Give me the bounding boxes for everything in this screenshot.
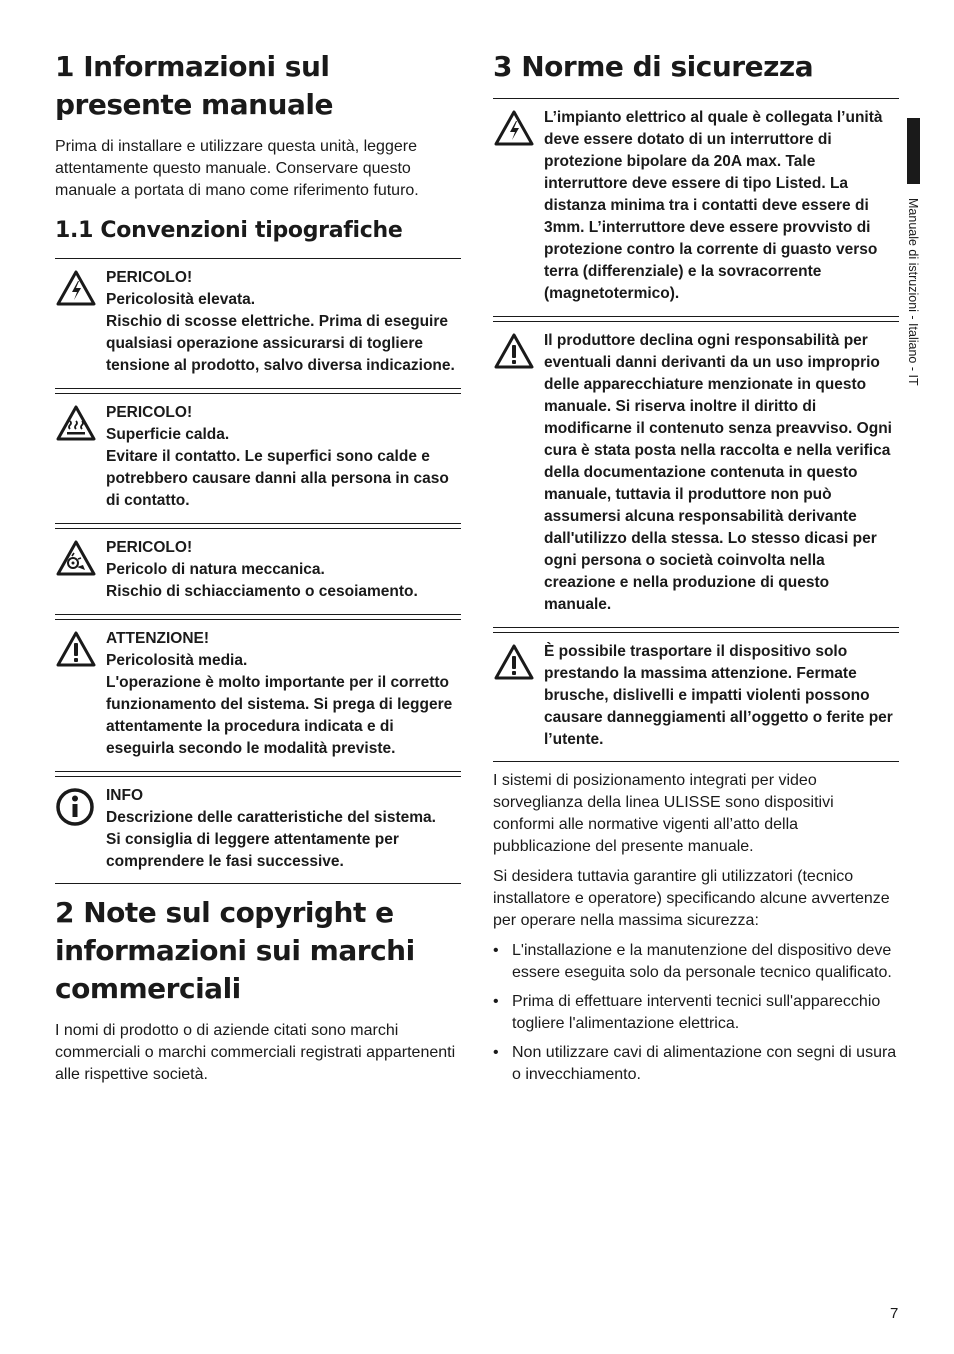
section-3-heading: 3 Norme di sicurezza — [493, 50, 814, 83]
notice-text — [106, 402, 461, 512]
notice-danger-mechanical — [55, 528, 461, 613]
general-warning-icon — [55, 628, 106, 760]
side-tab-marker — [907, 118, 920, 184]
notice-description: L'operazione è molto importante per il corretto funzionamento del sistema. Si prega di leggere attentamente la procedura indicata e di eseguirla secondo le modalità previste. — [106, 674, 453, 757]
notice-safety-transport — [493, 632, 899, 762]
notice-title: PERICOLO! — [106, 404, 193, 421]
section-2-body: I nomi di prodotto o di aziende citati sono marchi commerciali o marchi commerciali registrati appartenenti alle rispettive società. — [55, 1022, 456, 1083]
bullet-marker: • — [493, 993, 499, 1010]
notice-safety-electrical — [493, 98, 899, 315]
general-warning-icon — [493, 641, 544, 751]
paragraph-compliance: I sistemi di posizionamento integrati per video sorveglianza della linea ULISSE sono dispositivi conformi alle normative vigenti all’atto della pubblicazione del presente manuale. — [493, 772, 834, 855]
notice-info — [55, 776, 461, 884]
notice-subtitle: Pericolo di natura meccanica. — [106, 561, 325, 578]
notice-danger-electric — [55, 258, 461, 387]
notice-text — [106, 785, 461, 873]
general-warning-icon — [493, 330, 544, 616]
crushing-hazard-warning-icon — [55, 537, 106, 603]
notice-danger-hot-surface — [55, 393, 461, 522]
notice-description: Si consiglia di leggere attentamente per comprendere le fasi successive. — [106, 831, 399, 870]
side-label: Manuale di istruzioni - Italiano - IT — [906, 198, 920, 386]
safety-bullet-list — [493, 940, 899, 1086]
notice-text: L’impianto elettrico al quale è collegata l’unità deve essere dotato di un interruttore di protezione bipolare da 20A max. Tale interruttore deve essere di tipo Listed. La distanza minima tra i contatti deve essere di 3mm. L’interruttore deve essere provvisto di protezione contro la corrente di guasto verso terra (differenziale) e la sovracorrente (magnetotermico). — [544, 109, 883, 302]
right-column — [493, 48, 899, 1093]
list-item — [493, 991, 899, 1035]
list-item-text: Non utilizzare cavi di alimentazione con segni di usura o invecchiamento. — [512, 1044, 897, 1083]
paragraph-warnings-intro: Si desidera tuttavia garantire gli utilizzatori (tecnico installatore e operatore) specificando alcune avvertenze per operare nella massima sicurezza: — [493, 868, 890, 929]
electric-shock-warning-icon — [493, 107, 544, 305]
notice-subtitle: Superficie calda. — [106, 426, 230, 443]
notice-title: ATTENZIONE! — [106, 630, 210, 647]
notice-description: Rischio di schiacciamento o cesoiamento. — [106, 583, 418, 600]
info-icon — [55, 785, 106, 873]
notice-title: PERICOLO! — [106, 539, 193, 556]
notice-attention — [55, 619, 461, 770]
list-item-text: L'installazione e la manutenzione del dispositivo deve essere eseguita solo da personale tecnico qualificato. — [512, 942, 892, 981]
electric-shock-warning-icon — [55, 267, 106, 377]
notice-safety-liability — [493, 321, 899, 626]
section-1-heading: 1 Informazioni sul presente manuale — [55, 50, 333, 121]
notice-text — [106, 628, 461, 760]
notice-description: Evitare il contatto. Le superfici sono calde e potrebbero causare danni alla persona in caso di contatto. — [106, 448, 449, 509]
notice-text: Il produttore declina ogni responsabilità per eventuali danni derivanti da un uso improprio delle apparecchiature menzionate in questo manuale. Si riserva inoltre il diritto di modificarne il contenuto senza preavviso. Ogni cura è stata posta nella raccolta e nella verifica della documentazione contenuta in questo manuale, tuttavia il produttore non può assumersi alcuna responsabilità derivante dall'utilizzo della stessa. Lo stesso dicasi per ogni persona o società coinvolta nella creazione e nella produzione di questo manuale. — [544, 332, 892, 613]
section-2-heading: 2 Note sul copyright e informazioni sui marchi commerciali — [55, 896, 415, 1005]
bullet-marker: • — [493, 942, 499, 959]
page-number: 7 — [890, 1305, 899, 1322]
notice-text — [106, 267, 461, 377]
bullet-marker: • — [493, 1044, 499, 1061]
notice-subtitle: Pericolosità elevata. — [106, 291, 256, 308]
hot-surface-warning-icon — [55, 402, 106, 512]
left-column — [55, 48, 461, 1094]
notice-title: INFO — [106, 787, 144, 804]
notice-subtitle: Descrizione delle caratteristiche del sistema. — [106, 809, 436, 826]
notice-text: È possibile trasportare il dispositivo solo prestando la massima attenzione. Fermate brusche, dislivelli e impatti violenti possono causare danneggiamenti all’oggetto o ferite per l’utente. — [544, 643, 893, 748]
notice-text — [106, 537, 418, 603]
list-item — [493, 1042, 899, 1086]
section-1-1-heading: 1.1 Convenzioni tipografiche — [55, 218, 403, 243]
notice-title: PERICOLO! — [106, 269, 193, 286]
notice-subtitle: Pericolosità media. — [106, 652, 248, 669]
section-1-intro: Prima di installare e utilizzare questa unità, leggere attentamente questo manuale. Conservare questo manuale a portata di mano come riferimento futuro. — [55, 138, 419, 199]
list-item — [493, 940, 899, 984]
list-item-text: Prima di effettuare interventi tecnici sull'apparecchio togliere l'alimentazione elettrica. — [512, 993, 881, 1032]
notice-description: Rischio di scosse elettriche. Prima di eseguire qualsiasi operazione assicurarsi di togliere tensione al prodotto, salvo diversa indicazione. — [106, 313, 455, 374]
